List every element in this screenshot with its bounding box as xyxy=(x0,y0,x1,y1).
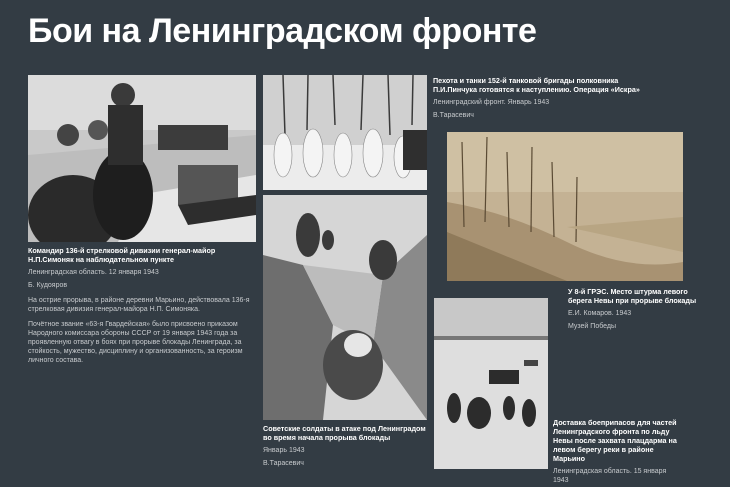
caption-commander-place-date: Ленинградская область. 12 января 1943 xyxy=(28,269,159,276)
caption-commander xyxy=(28,246,256,365)
caption-commander-title: Командир 136-й стрелковой дивизии генерал-майор Н.П.Симоняк на наблюдательном пункте xyxy=(28,246,216,264)
caption-ice-title: Доставка боеприпасов для частей Ленинградского фронта по льду Невы после захвата плацдарма на левом берегу реки в районе Марьино xyxy=(553,418,677,463)
caption-infantry xyxy=(433,76,663,120)
page-title: Бои на Ленинградском фронте xyxy=(28,12,537,50)
caption-ice-place-date: Ленинградская область. 15 января 1943 xyxy=(553,468,667,484)
photo-commander-observation-post xyxy=(28,75,256,242)
caption-gres-source: Музей Победы xyxy=(568,323,616,330)
caption-ice xyxy=(553,418,678,485)
caption-gres xyxy=(568,287,698,331)
caption-attack xyxy=(263,424,433,468)
caption-infantry-author: В.Тарасевич xyxy=(433,112,474,119)
photo-soldiers-attack xyxy=(263,195,427,420)
drawing-gres-riverbank xyxy=(447,132,683,281)
photo-infantry-winter xyxy=(263,75,427,190)
caption-attack-date: Январь 1943 xyxy=(263,447,305,454)
caption-infantry-place-date: Ленинградский фронт. Январь 1943 xyxy=(433,99,550,106)
caption-commander-text1: На острие прорыва, в районе деревни Марьино, действовала 136-я стрелковая дивизия генерал-майора Н.П. Симоняка. xyxy=(28,297,250,313)
caption-commander-text2: Почётное звание «63-я Гвардейская» было присвоено приказом Народного комиссара обороны СССР от 19 января 1943 года за проявленную отвагу в боях при прорыве блокады Ленинграда, за стойкость, мужество, дисциплину и организованность, за героизм личного состава. xyxy=(28,321,243,364)
caption-infantry-title: Пехота и танки 152-й танковой бригады полковника П.И.Пинчука готовятся к наступлению. Операция «Искра» xyxy=(433,76,640,94)
caption-gres-author-year: Е.И. Комаров. 1943 xyxy=(568,310,632,317)
caption-attack-title: Советские солдаты в атаке под Ленинградом во время начала прорыва блокады xyxy=(263,424,426,442)
caption-commander-author: Б. Кудояров xyxy=(28,282,68,289)
caption-attack-author: В.Тарасевич xyxy=(263,460,304,467)
photo-ice-ammunition-delivery xyxy=(434,298,548,469)
caption-gres-title: У 8-й ГРЭС. Место штурма левого берега Невы при прорыве блокады xyxy=(568,287,697,305)
